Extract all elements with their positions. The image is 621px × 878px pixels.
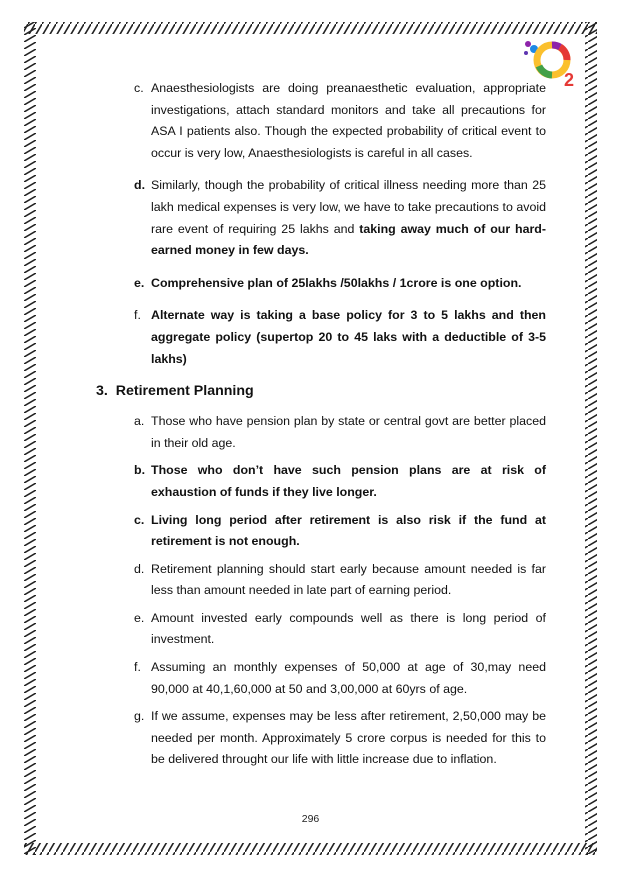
list-item (96, 657, 546, 700)
list-item-text: Similarly, though the probability of critical illness needing more than 25 lakh medical expenses is very low, we have to take precautions to avoid rare event of requiring 25 lakhs and (151, 178, 546, 236)
list-marker: c. (134, 81, 144, 95)
list-marker: e. (134, 275, 145, 290)
list-item (96, 305, 546, 370)
list-item (96, 411, 546, 454)
logo-ring-red (560, 47, 567, 60)
border-right (585, 22, 597, 855)
logo-ring-purple (552, 45, 560, 47)
logo-bubble-small (524, 51, 528, 55)
list-item-text: Those who have pension plan by state or central govt are better placed in their old age. (151, 414, 546, 450)
list-item (96, 460, 546, 503)
list-marker: g. (134, 709, 145, 724)
list-item (96, 510, 546, 553)
list-item-text: If we assume, expenses may be less after retirement, 2,50,000 may be needed per month. Approximately 5 crore corpus is needed for this to be delivered throught our life with little increase due to inflation. (151, 709, 546, 767)
list-item-text: Those who don’t have such pension plans are at risk of exhaustion of funds if they live longer. (151, 463, 546, 499)
logo-subscript: 2 (564, 70, 575, 90)
section-heading (96, 381, 546, 401)
logo-ring-green (539, 66, 552, 75)
list-item (96, 273, 546, 295)
list-marker: d. (134, 178, 146, 193)
section-title: Retirement Planning (115, 383, 254, 400)
list-item-text: Amount invested early compounds well as there is long period of investment. (151, 610, 546, 647)
logo-bubble-purple (525, 41, 531, 47)
section-number: 3. (96, 383, 108, 400)
list-marker: d. (134, 561, 145, 576)
list-marker: e. (134, 610, 145, 625)
list-marker: a. (134, 414, 145, 429)
list-item-text: Living long period after retirement is also risk if the fund at retirement is not enough. (151, 512, 546, 549)
list-item-text: Comprehensive plan of 25lakhs /50lakhs / 1crore is one option. (151, 275, 522, 290)
health-insurance-list (96, 78, 546, 370)
list-item-text: Assuming an monthly expenses of 50,000 at age of 30,may need 90,000 at 40,1,60,000 at 50 and 3,00,000 at 60yrs of age. (151, 660, 546, 696)
list-item (96, 608, 546, 651)
list-item-text: Alternate way is taking a base policy for 3 to 5 lakhs and then aggregate policy (supertop 20 to 45 laks with a deductible of 3-5 lakhs) (151, 308, 546, 366)
list-marker: f. (134, 660, 141, 675)
page-content (96, 78, 546, 771)
list-marker: b. (134, 463, 146, 478)
list-item-text: Anaesthesiologists are doing preanaesthetic evaluation, appropriate investigations, attach standard monitors and take all precautions for ASA I patients also. Though the expected probability of critical event to occur is very low, Anaesthesiologists is careful in all cases. (151, 81, 546, 160)
border-top (24, 22, 597, 34)
border-left (24, 22, 36, 855)
list-item (96, 175, 546, 261)
list-item (96, 706, 546, 771)
list-item-text: Retirement planning should start early because amount needed is far less than amount needed in late part of earning period. (151, 561, 546, 598)
retirement-planning-list (96, 411, 546, 771)
list-marker: f. (134, 308, 141, 323)
page-number: 296 (301, 813, 320, 825)
list-marker: c. (134, 512, 145, 527)
list-item-text: taking away much of our hard- earned money in few days. (151, 221, 546, 258)
list-item (96, 559, 546, 602)
border-bottom (24, 843, 597, 855)
list-item (96, 78, 546, 164)
